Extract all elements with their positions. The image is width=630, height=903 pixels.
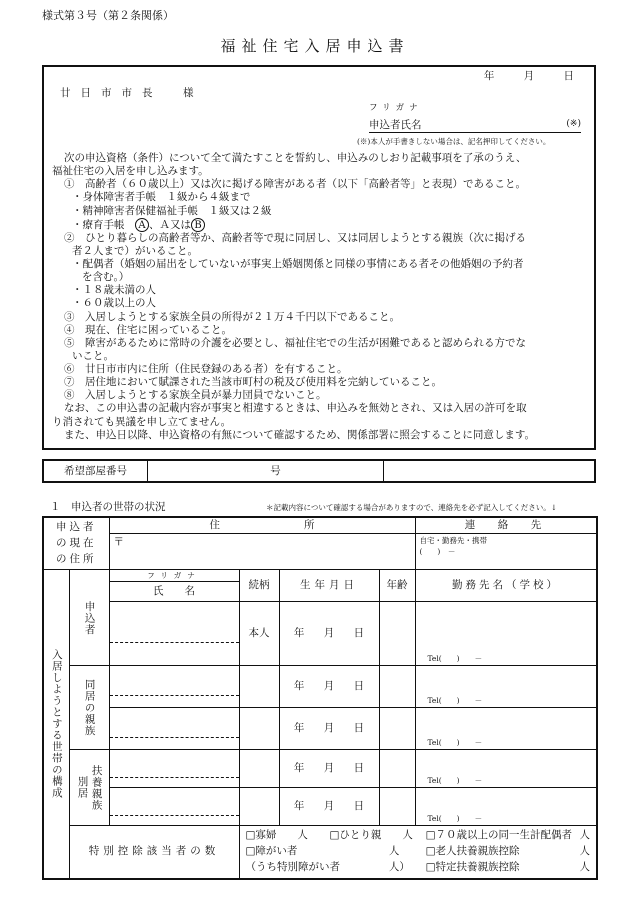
relation-header: 続柄	[239, 570, 279, 602]
member-row-cohabit	[43, 708, 597, 750]
member-furigana-field[interactable]	[110, 720, 239, 738]
deduction-single-parent[interactable]: □ひとり親 人	[329, 829, 413, 842]
deduction-count: 人	[388, 845, 400, 857]
member-tel[interactable]: Tel( ) －	[415, 602, 597, 666]
member-dob[interactable]: 年 月 日	[279, 708, 379, 750]
member-tel[interactable]: Tel( ) －	[415, 708, 597, 750]
member-age[interactable]	[379, 602, 415, 666]
member-dob[interactable]: 年 月 日	[279, 602, 379, 666]
closing-line: り消されても異議を申し立てません。	[52, 415, 232, 428]
condition-2: 者２人まで）がいること。	[72, 244, 198, 257]
deduction-special-disabled[interactable]: （うち特別障がい者	[245, 860, 340, 873]
member-row-separate	[43, 788, 597, 826]
address-field[interactable]	[109, 533, 415, 570]
contact-field[interactable]	[415, 533, 597, 570]
separate-group-label	[69, 750, 109, 826]
member-name-field[interactable]	[109, 602, 239, 666]
member-age[interactable]	[379, 750, 415, 788]
work-header: 勤務先名（学校）	[415, 570, 597, 602]
ryoiku-mid: 、Ａ又は	[149, 218, 191, 231]
applicant-name-label: 申込者氏名	[369, 119, 422, 131]
furigana-label: フリガナ	[369, 103, 423, 113]
condition-1-ryoiku	[52, 218, 592, 232]
name-header: 氏 名	[109, 582, 239, 602]
age-header: 年齢	[379, 570, 415, 602]
member-name-field[interactable]	[109, 666, 239, 708]
condition-7: ⑦ 居住地において賦課された当該市町村の税及び使用料を完納していること。	[64, 376, 442, 389]
member-row-cohabit	[43, 666, 597, 708]
intro-line: 福祉住宅の入居を申し込みます。	[52, 165, 209, 178]
dependent-label: 扶養親族	[90, 764, 103, 811]
household-section-note: ＊記載内容について確認する場合がありますので、連絡先を必ず記入してください。↓	[266, 503, 557, 512]
member-row-applicant	[43, 602, 597, 666]
eligibility-text	[52, 152, 592, 442]
deduction-count: 人	[579, 829, 590, 842]
member-relation: 本人	[239, 602, 279, 666]
member-name-field[interactable]	[109, 788, 239, 826]
household-section-title: １ 申込者の世帯の状況	[50, 501, 166, 513]
condition-5: ⑤ 障害があるために常時の介護を必要とし、福祉住宅での生活が困難であると認められる方でな	[64, 336, 526, 349]
room-unit: 号	[270, 465, 281, 477]
application-date[interactable]: 年 月 日	[483, 70, 574, 82]
applicant-name-mark: (※)	[566, 119, 581, 129]
condition-2-item: を含む。）	[82, 271, 130, 284]
household-table	[42, 516, 598, 880]
intro-line: 次の申込資格（条件）について全て満たすことを誓約し、申込みのしおり記載事項を了承のうえ、	[64, 152, 527, 164]
room-extra-field[interactable]	[384, 461, 594, 481]
condition-8: ⑧ 入居しようとする家族全員が暴力団員でないこと。	[64, 389, 327, 402]
member-relation-field[interactable]	[239, 750, 279, 788]
addressee: 廿日市市長 様	[60, 87, 204, 99]
condition-2-item: ・配偶者（婚姻の届出をしていないが事実上婚姻関係と同様の事情にある者その他婚姻の予約者	[72, 258, 524, 270]
member-relation-field[interactable]	[239, 666, 279, 708]
address-header: 住 所	[109, 517, 415, 533]
ryoiku-grade-b: B	[191, 218, 205, 232]
current-address-label: 申込者の現在の住所	[43, 517, 109, 570]
closing-line: また、申込日以降、申込資格の有無について確認するため、関係部署に照会することに同意します。	[64, 428, 536, 441]
member-header-row-top	[43, 570, 597, 582]
room-label: 希望部屋番号	[44, 461, 148, 481]
member-furigana-field[interactable]	[110, 798, 239, 816]
contact-header: 連 絡 先	[415, 517, 597, 533]
condition-2-item: ・６０歳以上の人	[72, 297, 156, 310]
deduction-line	[246, 844, 591, 860]
applicant-group-label: 申込者	[69, 570, 109, 666]
deduction-line	[246, 860, 591, 876]
ryoiku-grade-a: A	[135, 218, 149, 232]
deduction-fields	[239, 826, 597, 879]
separate-label: 別居	[76, 776, 89, 800]
member-tel[interactable]: Tel( ) －	[415, 788, 597, 826]
ryoiku-label: ・療育手帳	[72, 218, 125, 231]
document-title: 福祉住宅入居申込書	[220, 37, 410, 55]
condition-2-item: ・１８歳未満の人	[72, 284, 156, 297]
member-relation-field[interactable]	[239, 788, 279, 826]
member-relation-field[interactable]	[239, 708, 279, 750]
closing-line: なお、この申込書の記載内容が事実と相違するときは、申込みを無効とされ、又は入居の許可を取	[64, 402, 527, 415]
deduction-spouse-70[interactable]: □７０歳以上の同一生計配偶者	[425, 829, 573, 842]
member-dob[interactable]: 年 月 日	[279, 750, 379, 788]
deduction-specific-dependent[interactable]: □特定扶養親族控除	[425, 860, 520, 873]
postal-mark: 〒	[113, 535, 124, 548]
condition-3: ③ 入居しようとする家族全員の所得が２１万４千円以下であること。	[64, 310, 400, 323]
cohabit-group-label: 同居の親族	[69, 666, 109, 750]
member-dob[interactable]: 年 月 日	[279, 666, 379, 708]
member-tel[interactable]: Tel( ) －	[415, 666, 597, 708]
address-header-row	[43, 517, 597, 533]
deduction-elderly-dependent[interactable]: □老人扶養親族控除	[425, 845, 520, 857]
desired-room-row	[42, 459, 596, 483]
member-dob[interactable]: 年 月 日	[279, 788, 379, 826]
deduction-line	[246, 828, 591, 844]
condition-5: いこと。	[72, 349, 114, 362]
room-number-field[interactable]	[148, 461, 384, 481]
member-age[interactable]	[379, 788, 415, 826]
member-age[interactable]	[379, 666, 415, 708]
application-box	[42, 65, 596, 450]
condition-1-item: ・身体障害者手帳 １級から４級まで	[72, 191, 251, 204]
furigana-header: フリガナ	[109, 570, 239, 582]
name-footnote: (※)本人が手書きしない場合は、記名押印してください。	[357, 137, 551, 146]
condition-1: ① 高齢者（６０歳以上）又は次に掲げる障害がある者（以下「高齢者等」と表現）であること。	[64, 178, 526, 191]
deduction-widow[interactable]: □寡婦 人	[245, 829, 308, 842]
member-name-field[interactable]	[109, 750, 239, 788]
member-age[interactable]	[379, 708, 415, 750]
member-furigana-field[interactable]	[110, 678, 239, 696]
member-row-separate	[43, 750, 597, 788]
member-furigana-field[interactable]	[110, 760, 239, 778]
member-furigana-field[interactable]	[110, 625, 239, 643]
contact-type: 自宅・勤務先・携帯	[419, 535, 487, 545]
dob-header: 生年月日	[279, 570, 379, 602]
member-name-field[interactable]	[109, 708, 239, 750]
condition-1-item: ・精神障害者保健福祉手帳 １級又は２級	[72, 204, 272, 217]
deduction-disabled[interactable]: □障がい者	[245, 845, 298, 857]
deduction-label: 特別控除該当者の数	[69, 826, 239, 879]
applicant-name-field[interactable]	[369, 119, 581, 133]
member-tel[interactable]: Tel( ) －	[415, 750, 597, 788]
contact-phone: ( ) －	[419, 547, 456, 557]
condition-6: ⑥ 廿日市市内に住所（住民登録のある者）を有すること。	[64, 363, 348, 375]
condition-2: ② ひとり暮らしの高齢者等か、高齢者等で現に同居し、又は同居しようとする親族（次に掲げる	[64, 231, 526, 244]
deduction-count: 人）	[388, 860, 410, 873]
condition-4: ④ 現在、住宅に困っていること。	[64, 323, 232, 336]
deduction-count: 人	[579, 845, 590, 857]
address-input-row	[43, 533, 597, 570]
form-number: 様式第３号（第２条関係）	[42, 9, 174, 22]
household-group-label: 入居しようとする世帯の構成	[43, 570, 69, 879]
deduction-count: 人	[579, 860, 590, 873]
deduction-row	[43, 826, 597, 879]
